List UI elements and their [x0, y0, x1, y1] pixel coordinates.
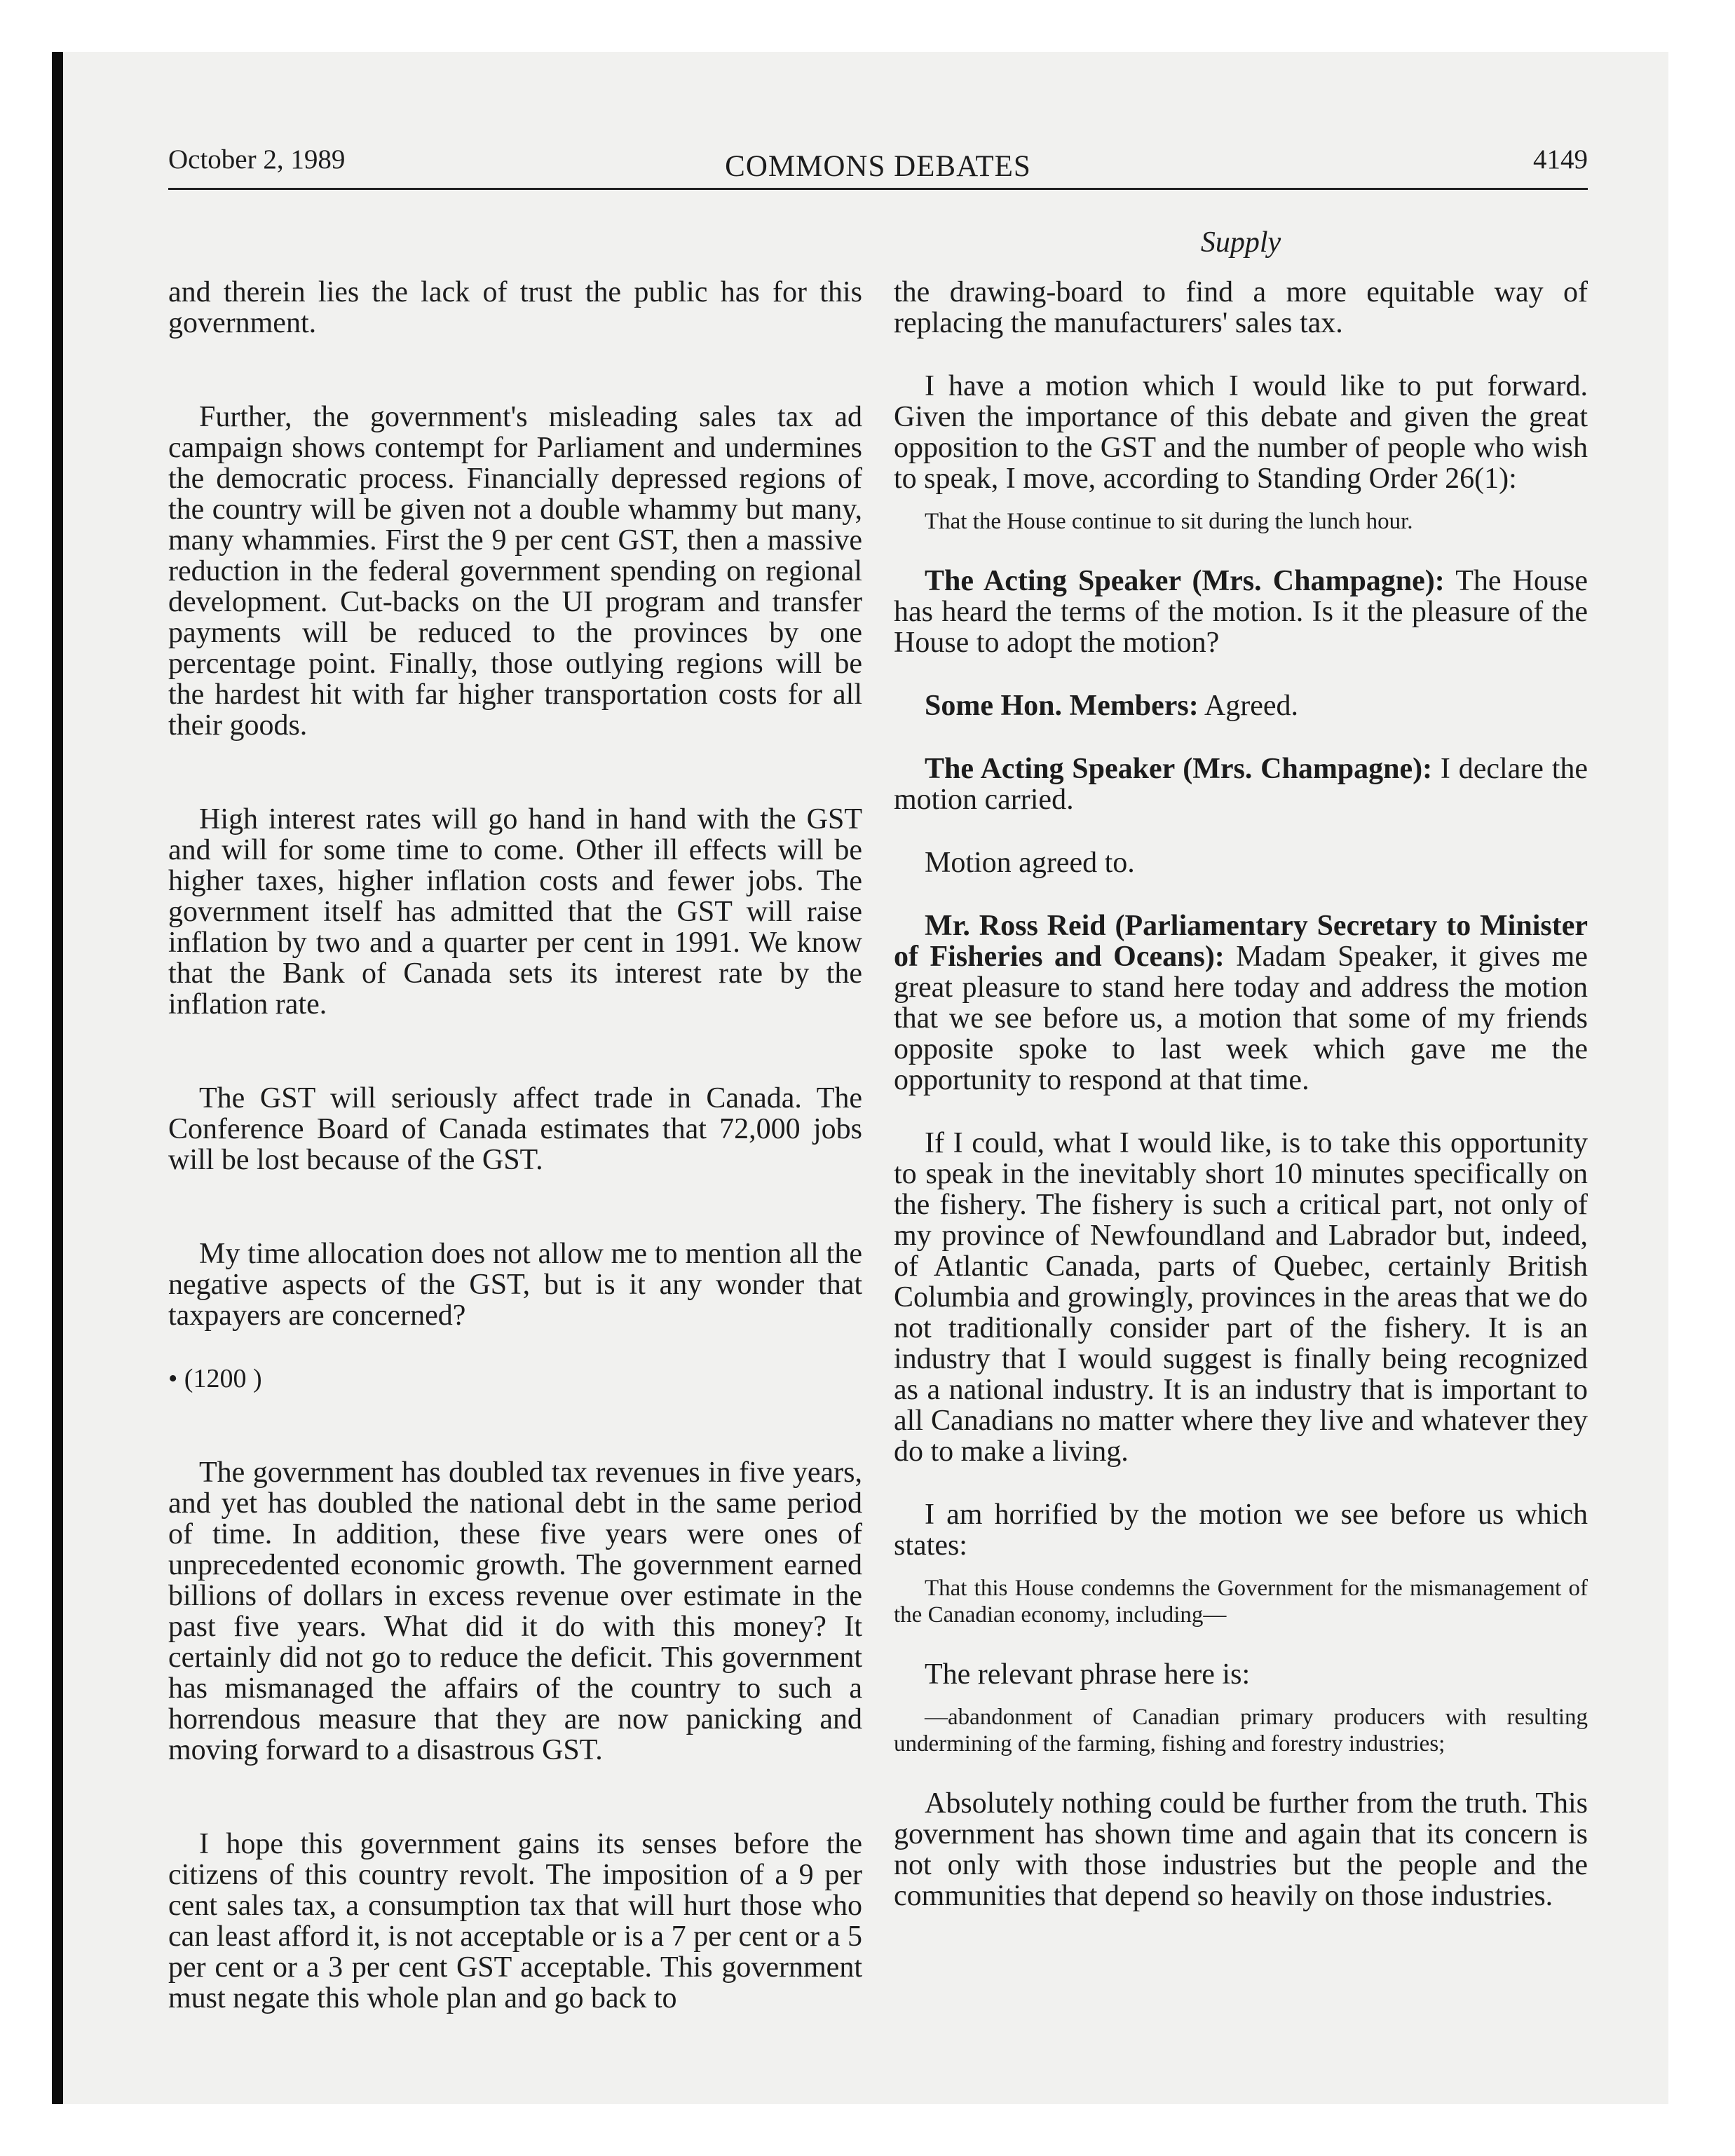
speaker-name: The Acting Speaker (Mrs. Champagne): [925, 753, 1433, 785]
paragraph: Further, the government's misleading sales tax ad campaign shows contempt for Parliament and undermines the democratic process. Financially depressed regions of the country will be given not a double whammy but many, many whammies. First the 9 per cent GST, then a massive reduction in the federal government spending on regional development. Cut-backs on the UI program and transfer payments will be reduced to the provinces by one percentage point. Finally, those outlying regions will be the hardest hit with far higher transportation costs for all their goods. [168, 401, 862, 742]
paragraph: I am horrified by the motion we see before us which states: [894, 1499, 1588, 1562]
paragraph: Motion agreed to. [925, 847, 1135, 879]
speaker-name: Mr. Ross Reid (Parliamentary Secretary to Minister of Fisheries and Oceans): [894, 910, 1588, 973]
speaker-paragraph [894, 753, 1588, 815]
paragraph: The relevant phrase here is: [925, 1658, 1251, 1691]
paragraph: I have a motion which I would like to put forward. Given the importance of this debate and given the great opposition to the GST and the number of people who wish to speak, I move, according to Standing Order 26(1): [894, 370, 1588, 495]
time-marker: • (1200 ) [168, 1364, 262, 1393]
header-title: COMMONS DEBATES [725, 150, 1031, 183]
paragraph: Absolutely nothing could be further from the truth. This government has shown time and again that its concern is not only with those industries but the people and the communities that depend so heavily on those industries. [894, 1787, 1588, 1912]
speaker-name: Some Hon. Members: [925, 690, 1199, 722]
speaker-name: The Acting Speaker (Mrs. Champagne): [925, 565, 1445, 597]
left-column [168, 277, 862, 2046]
quoted-phrase: —abandonment of Canadian primary producers with resulting undermining of the farming, fishing and forestry industries; [894, 1705, 1588, 1756]
speaker-text: Agreed. [1198, 690, 1299, 722]
speaker-paragraph [894, 566, 1588, 658]
paragraph: and therein lies the lack of trust the public has for this government. [168, 276, 862, 339]
speaker-text: Madam Speaker, it gives me great pleasure to stand here today and address the motion that we see before us, a motion that some of my friends opposite spoke to last week which gave me the opportunity to respond at that time. [894, 941, 1588, 1096]
scan-edge [52, 52, 63, 2104]
section-title: Supply [1200, 226, 1281, 259]
quoted-motion: That this House condemns the Government for the mismanagement of the Canadian economy, including— [894, 1576, 1588, 1628]
page-header [168, 144, 1588, 193]
page-number: 4149 [1533, 144, 1588, 175]
paragraph: the drawing-board to find a more equitable way of replacing the manufacturers' sales tax. [894, 276, 1588, 339]
speaker-text: The House has heard the terms of the motion. Is it the pleasure of the House to adopt the motion? [894, 565, 1588, 659]
paragraph: High interest rates will go hand in hand with the GST and will for some time to come. Other ill effects will be higher taxes, higher inflation costs and fewer jobs. The government itself has admitted that the GST will raise inflation by two and a quarter per cent in 1991. We know that the Bank of Canada sets its interest rate by the inflation rate. [168, 803, 862, 1021]
paragraph: The government has doubled tax revenues in five years, and yet has doubled the national debt in the same period of time. In addition, these five years were ones of unprecedented economic growth. The government earned billions of dollars in excess revenue over estimate in the past five years. What did it do with this money? It certainly did not go to reduce the deficit. This government has mismanaged the affairs of the country to such a horrendous measure that they are now panicking and moving forward to a disastrous GST. [168, 1456, 862, 1766]
header-rule [168, 188, 1588, 190]
members-paragraph [894, 690, 1588, 721]
speaker-text: I declare the motion carried. [894, 753, 1588, 816]
header-date: October 2, 1989 [168, 144, 346, 175]
spacer [168, 1208, 862, 1239]
speaker-paragraph [894, 910, 1588, 1096]
paragraph: My time allocation does not allow me to mention all the negative aspects of the GST, but is it any wonder that taxpayers are concerned? [168, 1238, 862, 1332]
paragraph: I hope this government gains its senses before the citizens of this country revolt. The imposition of a 9 per cent sales tax, a consumption tax that will hurt those who can least afford it, is not acceptable or is a 7 per cent or a 5 per cent or a 3 per cent GST acceptable. This government must negate this whole plan and go back to [168, 1828, 862, 2014]
paragraph: If I could, what I would like, is to take this opportunity to speak in the inevitably short 10 minutes specifically on the fishery. The fishery is such a critical part, not only of my province of Newfoundland and Labrador but, indeed, of Atlantic Canada, parts of Quebec, certainly British Columbia and growingly, provinces in the areas that we do not traditionally consider part of the fishery. It is an industry that I would suggest is finally being recognized as a national industry. It is an industry that is important to all Canadians no matter where they live and whatever they do to make a living. [894, 1127, 1588, 1468]
motion-text: That the House continue to sit during the lunch hour. [925, 509, 1413, 534]
paragraph: The GST will seriously affect trade in Canada. The Conference Board of Canada estimates that 72,000 jobs will be lost because of the GST. [168, 1082, 862, 1176]
spacer [168, 773, 862, 804]
spacer [168, 1798, 862, 1829]
spacer [168, 371, 862, 402]
spacer [168, 1052, 862, 1083]
right-column [894, 277, 1588, 1944]
